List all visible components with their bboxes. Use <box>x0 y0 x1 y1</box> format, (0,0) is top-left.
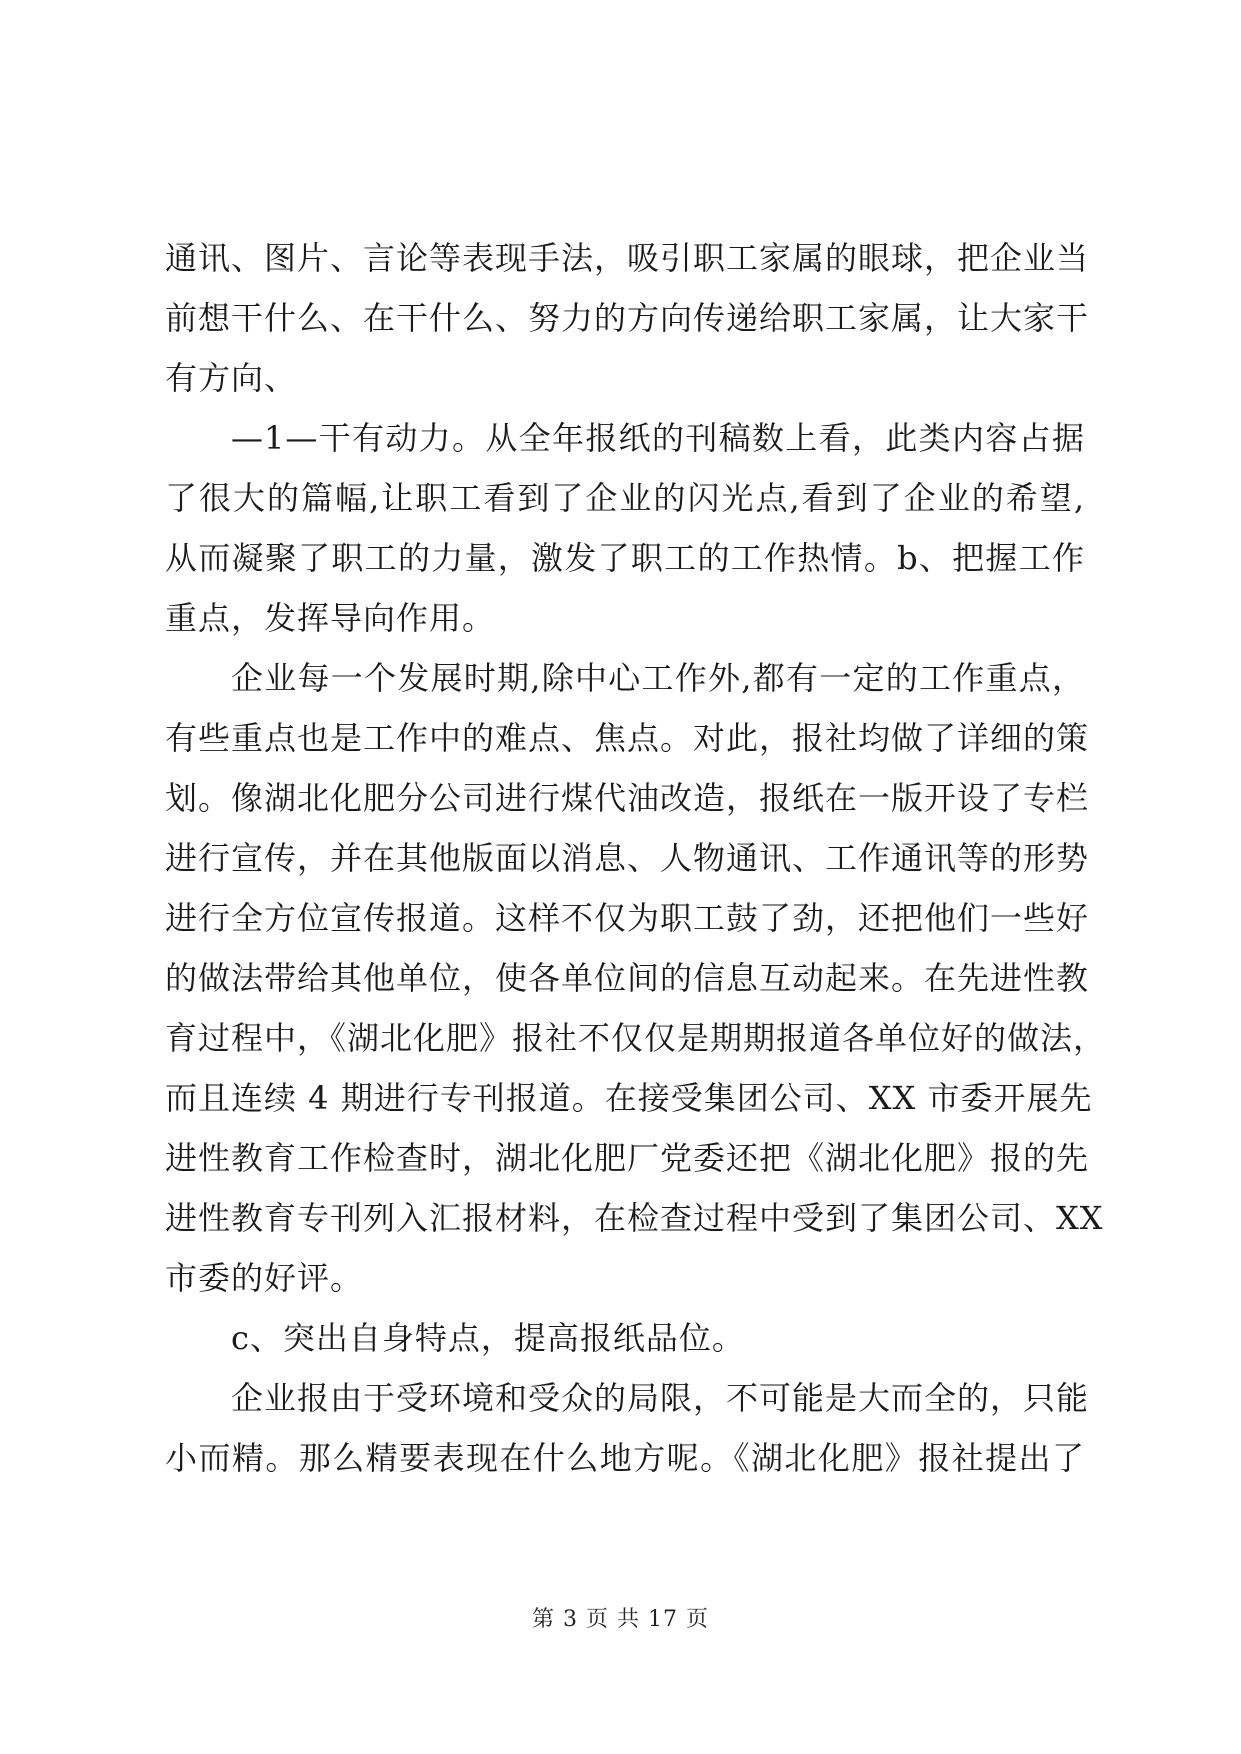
text-line: 市委的好评。 <box>165 1259 364 1297</box>
text-line: 通讯、图片、言论等表现手法，吸引职工家属的眼球，把企业当 <box>165 239 1090 277</box>
text-line: 重点，发挥导向作用。 <box>165 599 496 637</box>
text-line: —1—干有动力。从全年报纸的刊稿数上看，此类内容占据 <box>231 419 1085 457</box>
page-number-footer: 第 3 页 共 17 页 <box>532 1607 709 1632</box>
text-line: 育过程中，《湖北化肥》报社不仅仅是期期报道各单位好的做法， <box>165 1019 1107 1057</box>
text-line: 有些重点也是工作中的难点、焦点。对此，报社均做了详细的策 <box>165 719 1090 757</box>
text-line: 从而凝聚了职工的力量，激发了职工的工作热情。b、把握工作 <box>165 539 1085 577</box>
text-line: c、突出自身特点，提高报纸品位。 <box>231 1319 745 1357</box>
text-line: 前想干什么、在干什么、努力的方向传递给职工家属，让大家干 <box>165 299 1090 337</box>
text-line: 而且连续 4 期进行专刊报道。在接受集团公司、XX 市委开展先 <box>165 1079 1093 1117</box>
text-line: 企业每一个发展时期,除中心工作外,都有一定的工作重点， <box>231 659 1085 697</box>
text-line: 的做法带给其他单位，使各单位间的信息互动起来。在先进性教 <box>165 959 1090 997</box>
text-line: 有方向、 <box>165 359 298 397</box>
text-line: 进性教育工作检查时，湖北化肥厂党委还把《湖北化肥》报的先 <box>165 1139 1090 1177</box>
document-body <box>165 228 1107 1488</box>
text-line: 进行全方位宣传报道。这样不仅为职工鼓了劲，还把他们一些好 <box>165 899 1090 937</box>
text-line: 进行宣传，并在其他版面以消息、人物通讯、工作通讯等的形势 <box>165 839 1090 877</box>
text-line: 划。像湖北化肥分公司进行煤代油改造，报纸在一版开设了专栏 <box>165 779 1090 817</box>
text-line: 进性教育专刊列入汇报材料，在检查过程中受到了集团公司、XX <box>165 1199 1104 1237</box>
text-line: 了很大的篇幅,让职工看到了企业的闪光点,看到了企业的希望, <box>165 479 1085 517</box>
text-line: 小而精。那么精要表现在什么地方呢。《湖北化肥》报社提出了 <box>165 1439 1085 1477</box>
text-line: 企业报由于受环境和受众的局限，不可能是大而全的，只能 <box>231 1379 1090 1417</box>
